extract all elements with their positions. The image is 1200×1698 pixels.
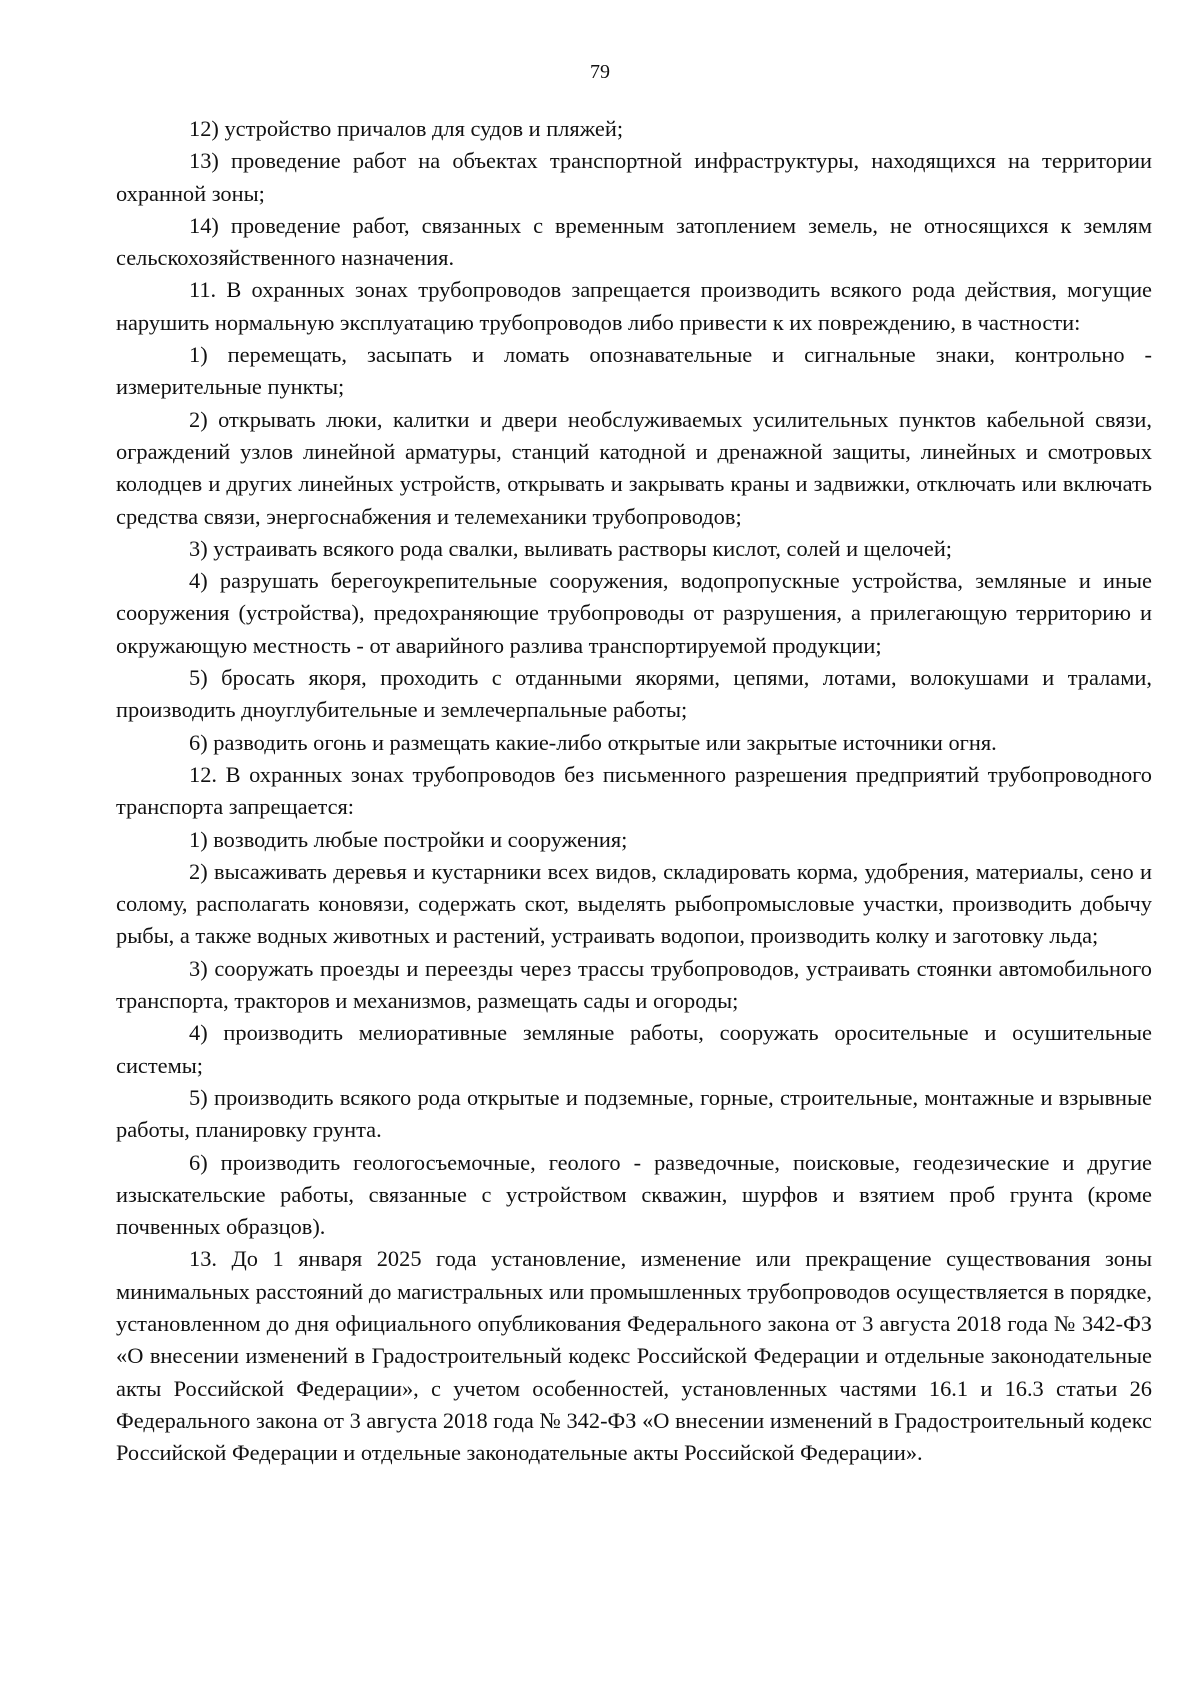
paragraph: 4) разрушать берегоукрепительные сооружения, водопропускные устройства, земляные и иные сооружения (устройства), предохраняющие трубопроводы от разрушения, а прилегающую территорию и окружающую местность - от аварийного разлива транспортируемой продукции; bbox=[116, 568, 1152, 658]
paragraph: 1) перемещать, засыпать и ломать опознавательные и сигнальные знаки, контрольно - измерительные пункты; bbox=[116, 342, 1152, 400]
document-body bbox=[116, 113, 1152, 1469]
paragraph: 6) разводить огонь и размещать какие-либо открытые или закрытые источники огня. bbox=[189, 729, 997, 755]
paragraph: 13. До 1 января 2025 года установление, изменение или прекращение существования зоны минимальных расстояний до магистральных или промышленных трубопроводов осуществляется в порядке, установленном до дня официального опубликования Федерального закона от 3 августа 2018 года № 342-ФЗ «О внесении изменений в Градостроительный кодекс Российской Федерации и отдельные законодательные акты Российской Федерации», с учетом особенностей, установленных частями 16.1 и 16.3 статьи 26 Федерального закона от 3 августа 2018 года № 342-ФЗ «О внесении изменений в Градостроительный кодекс Российской Федерации и отдельные законодательные акты Российской Федерации». bbox=[116, 1246, 1152, 1466]
paragraph: 2) высаживать деревья и кустарники всех видов, складировать корма, удобрения, материалы, сено и солому, располагать коновязи, содержать скот, выделять рыбопромысловые участки, производить добычу рыбы, а также водных животных и растений, устраивать водопои, производить колку и заготовку льда; bbox=[116, 858, 1152, 949]
paragraph: 12. В охранных зонах трубопроводов без письменного разрешения предприятий трубопроводного транспорта запрещается: bbox=[116, 761, 1152, 820]
paragraph: 5) производить всякого рода открытые и подземные, горные, строительные, монтажные и взрывные работы, планировку грунта. bbox=[116, 1084, 1152, 1143]
paragraph: 4) производить мелиоративные земляные работы, сооружать оросительные и осушительные системы; bbox=[116, 1020, 1152, 1078]
paragraph: 12) устройство причалов для судов и пляжей; bbox=[189, 116, 624, 141]
paragraph: 14) проведение работ, связанных с временным затоплением земель, не относящихся к землям сельскохозяйственного назначения. bbox=[116, 212, 1152, 271]
paragraph: 3) сооружать проезды и переезды через трассы трубопроводов, устраивать стоянки автомобильного транспорта, тракторов и механизмов, размещать сады и огороды; bbox=[116, 955, 1152, 1014]
paragraph: 13) проведение работ на объектах транспортной инфраструктуры, находящихся на территории охранной зоны; bbox=[116, 148, 1152, 206]
paragraph: 2) открывать люки, калитки и двери необслуживаемых усилительных пунктов кабельной связи, ограждений узлов линейной арматуры, станций катодной и дренажной защиты, линейных и смотровых колодцев и других линейных устройств, открывать и закрывать краны и задвижки, отключать или включать средства связи, энергоснабжения и телемеханики трубопроводов; bbox=[116, 406, 1152, 529]
paragraph: 6) производить геологосъемочные, геолого - разведочные, поисковые, геодезические и другие изыскательские работы, связанные с устройством скважин, шурфов и взятием проб грунта (кроме почвенных образцов). bbox=[116, 1149, 1152, 1240]
paragraph: 11. В охранных зонах трубопроводов запрещается производить всякого рода действия, могущие нарушить нормальную эксплуатацию трубопроводов либо привести к их повреждению, в частности: bbox=[116, 277, 1152, 335]
page-number: 79 bbox=[590, 61, 610, 83]
paragraph: 5) бросать якоря, проходить с отданными якорями, цепями, лотами, волокушами и тралами, производить дноуглубительные и землечерпальные работы; bbox=[116, 665, 1152, 723]
paragraph: 3) устраивать всякого рода свалки, выливать растворы кислот, солей и щелочей; bbox=[189, 535, 953, 561]
paragraph: 1) возводить любые постройки и сооружения; bbox=[189, 826, 628, 852]
